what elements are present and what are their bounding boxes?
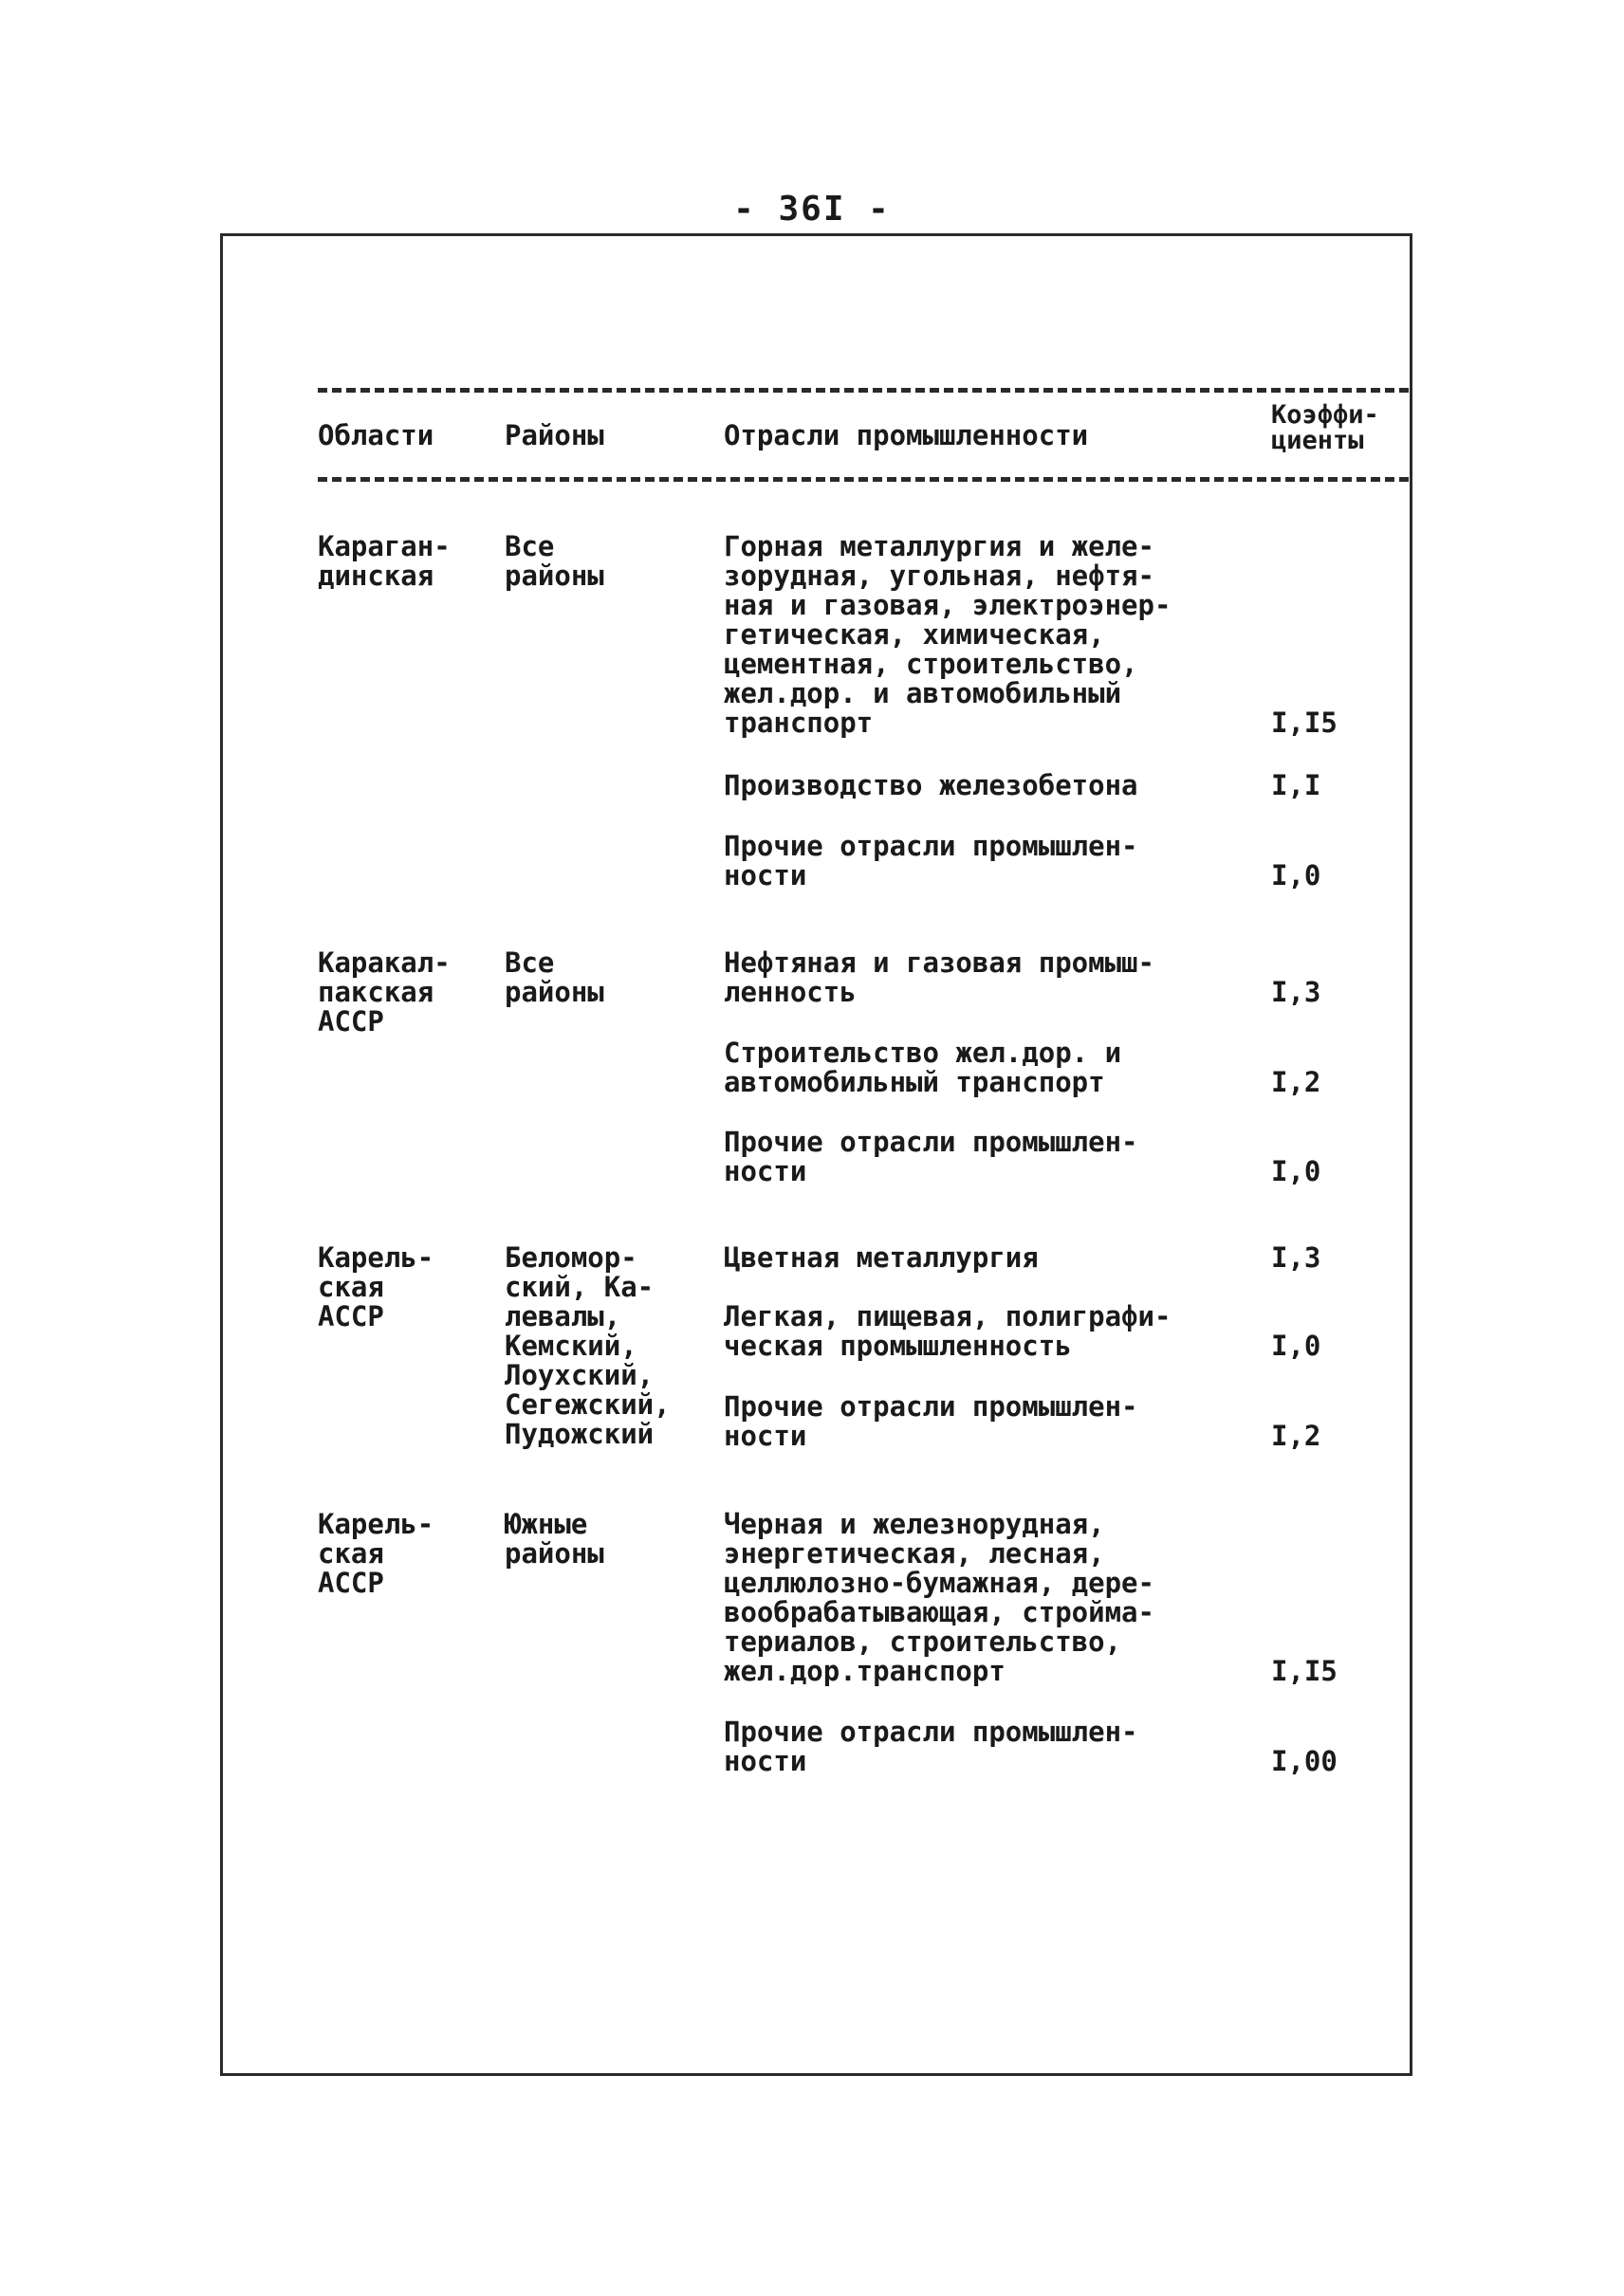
- industry-cell: Производство железобетона: [724, 769, 1138, 801]
- header-region: Области: [318, 419, 434, 451]
- coefficient-cell: I,00: [1271, 1745, 1338, 1777]
- industry-cell: Прочие отрасли промышлен- ности: [724, 1716, 1138, 1777]
- header-industry: Отрасли промышленности: [724, 419, 1089, 451]
- group-district: Все районы: [505, 946, 604, 1008]
- group-district: Все районы: [505, 530, 604, 592]
- table-top-rule: [318, 388, 1409, 393]
- industry-cell: Прочие отрасли промышлен- ности: [724, 1390, 1138, 1452]
- group-district: Южные районы: [505, 1508, 604, 1570]
- group-district: Беломор- ский, Ка- левалы, Кемский, Лоухский, Сегежский, Пудожский: [505, 1241, 671, 1450]
- group-region: Караган- динская: [318, 530, 451, 592]
- page-number: - 36I -: [733, 190, 891, 229]
- coefficient-cell: I,I5: [1271, 1655, 1338, 1687]
- coefficient-cell: I,3: [1271, 976, 1321, 1008]
- coefficient-cell: I,3: [1271, 1241, 1321, 1274]
- header-coefficient: Коэффи- циенты: [1271, 400, 1379, 455]
- industry-cell: Нефтяная и газовая промыш- ленность: [724, 946, 1154, 1008]
- industry-cell: Черная и железнорудная, энергетическая, лесная, целлюлозно-бумажная, дере- вообрабатывающая, стройма- териалов, строительство, жел.дор.транспорт: [724, 1508, 1154, 1687]
- industry-cell: Легкая, пищевая, полиграфи- ческая промышленность: [724, 1300, 1172, 1362]
- coefficient-cell: I,2: [1271, 1420, 1321, 1452]
- coefficient-cell: I,0: [1271, 1330, 1321, 1362]
- industry-cell: Цветная металлургия: [724, 1241, 1039, 1274]
- group-region: Карель- ская АССР: [318, 1508, 434, 1599]
- industry-cell: Прочие отрасли промышлен- ности: [724, 830, 1138, 891]
- group-region: Карель- ская АССР: [318, 1241, 434, 1332]
- coefficient-cell: I,I: [1271, 769, 1321, 801]
- industry-cell: Строительство жел.дор. и автомобильный транспорт: [724, 1037, 1122, 1098]
- group-region: Каракал- пакская АССР: [318, 946, 451, 1038]
- coefficient-cell: I,I5: [1271, 707, 1338, 739]
- industry-cell: Горная металлургия и желе- зорудная, угольная, нефтя- ная и газовая, электроэнер- гетическая, химическая, цементная, строительство, жел.дор. и автомобильный транспорт: [724, 530, 1172, 739]
- coefficient-cell: I,0: [1271, 1155, 1321, 1187]
- industry-cell: Прочие отрасли промышлен- ности: [724, 1126, 1138, 1187]
- coefficient-cell: I,0: [1271, 859, 1321, 891]
- coefficient-cell: I,2: [1271, 1066, 1321, 1098]
- header-district: Районы: [505, 419, 604, 451]
- table-header-rule: [318, 477, 1409, 482]
